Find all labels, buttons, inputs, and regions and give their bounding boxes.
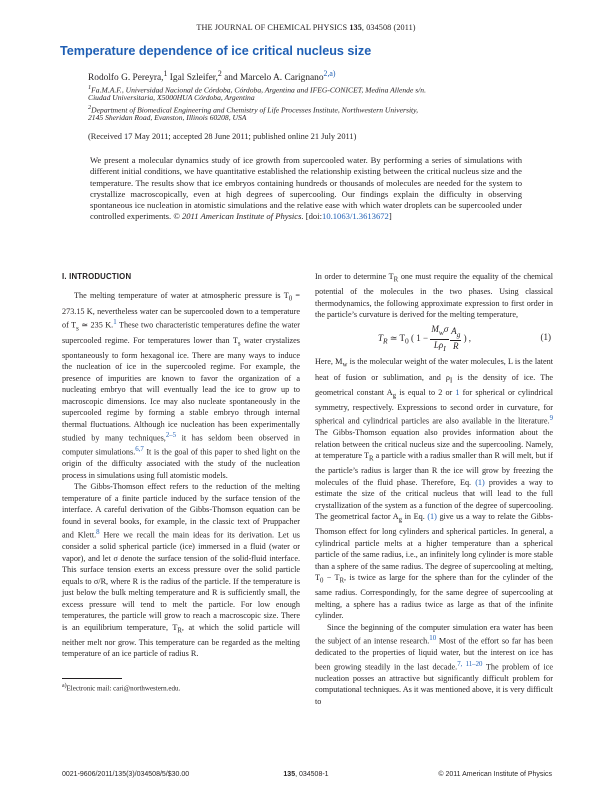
right-paragraph-1: In order to determine $T_R$ one must require the equality of the chemical potential of the molecules in the two phases. Using classical thermodynamics, the following approximate expression to first order in the particle’s curvature is derived for the melting temperature, <box>315 272 553 319</box>
citation-6-7[interactable]: 6,7 <box>135 446 144 454</box>
author-2-affil: 2 <box>217 69 222 78</box>
right-paragraph-2: Here, $M_w$ is the molecular weight of the water molecules, L is the latent heat of fusion or sublimation, and $\rho_I$ is the density of ice. The geometrical constant $A_g$ is equal to 2 or 1 for spherical or cylindrical symmetry, respectively. Expressions to second order in curvature, for spherical and cylindrical particles are also available in the literature.$^9$ The Gibbs-Thomson equation also provides information about the relation between the critical nucleus size and the supercooling. Namely, at temperature $T_R$ a particle with a radius smaller than R will melt, but if the particle’s radius is larger than R the ice will grow by freezing the molecules of the fluid phase. Therefore, Eq. (1) provides a way to estimate the size of the critical nucleus that will lead to the full crystallization of the system as a function of the degree of supercooling. The geometrical factor $A_g$ in Eq. (1) give us a way to relate the Gibbs-Thomson effect for long cylinders and spherical particles. In general, a cylindrical particle melts at a higher temperature than a spherical particle of the same radius, i.e., an infinitely long cylinder is more stable than a sphere of the same radius. The degree of supercooling at melting, $T_0 - T_R$, is twice as large for the sphere than for the cylinder of the same radius. Correspondingly, for the same degree of supercooling at melting, a sphere has a radius twice as large as that of the infinite cylinder. <box>315 357 554 621</box>
affiliation-1: $^1$Fa.M.A.F., Universidad Nacional de Córdoba, Córdoba, Argentina and IFEG-CONICET, Medina Allende s/n. <box>88 84 426 95</box>
gibbs-thomson-equation: $T_R$ ≃ $T_0$ ( 1 − $M_w\sigma$ $L\rho_I$ $\frac{A_g}{R}$ ) , <box>378 324 472 353</box>
citation-8[interactable]: 8 <box>96 529 100 537</box>
affiliation-2-cont: 2145 Sheridan Road, Evanston, Illinois 60208, USA <box>88 113 247 122</box>
doi-link[interactable]: 10.1063/1.3613672 <box>322 211 389 222</box>
footer-issn: 0021-9606/2011/135(3)/034508/5/$30.00 <box>62 771 190 778</box>
abstract-copyright: © 2011 American Institute of Physics. <box>171 211 304 222</box>
journal-header <box>0 23 612 32</box>
equation-ref-1[interactable]: (1) <box>475 477 485 487</box>
right-column <box>315 271 553 707</box>
footer-page-number: 135, 034508-1 <box>283 771 329 778</box>
right-paragraph-3: Since the beginning of the computer simulation era water has been the subject of an intense research.$^{10}$ Most of the effort so far has been dedicated to the properties of liquid water, but the interest on ice has been growing steadily in the last decade.$^{7, 11-20}$ The problem of ice nucleation posses an attractive but significantly difficult problem for computational techniques. As it was mentioned above, it is very difficult to <box>315 622 554 706</box>
journal-name: THE JOURNAL OF CHEMICAL PHYSICS <box>196 23 348 32</box>
abstract-text: We present a molecular dynamics study of ice growth from supercooled water. By performing a series of simulations with different initial conditions, we have quantitative established the relationship existing between the critical nucleus size and the temperature. The results show that ice embryos containing hundreds or thousands of molecules are needed for the system to crystallize macroscopically, even at high degrees of supercooling. Our findings explain the difficulty in observing spontaneous ice nucleation in atomistic simulations and the relative ease with which water droplets can be supercooled under controlled experiments. <box>90 155 522 222</box>
abstract: We present a molecular dynamics study of ice growth from supercooled water. By performing a series of simulations with different initial conditions, we have quantitative established the relationship existing between the critical nucleus size and the temperature. The results show that ice embryos containing hundreds or thousands of molecules are needed for the system to crystallize macroscopically, even at high degrees of supercooling. Our findings explain the difficulty in observing spontaneous ice nucleation in atomistic simulations and the relative ease with which water droplets can be supercooled under controlled experiments. © 2011 American Institute of Physics. [doi:10.1063/1.3613672] <box>90 155 522 222</box>
equation-number: (1) <box>540 332 551 343</box>
paper-title: Temperature dependence of ice critical nucleus size <box>60 44 372 58</box>
equation-ref-2[interactable]: (1) <box>427 512 437 522</box>
author-list <box>88 69 336 83</box>
article-number: , 034508 (2011) <box>361 23 416 32</box>
author-2: Igal Szleifer, <box>167 73 218 84</box>
author-1: Rodolfo G. Pereyra, <box>88 73 164 84</box>
citation-9[interactable]: 9 <box>549 415 553 423</box>
left-column <box>62 271 300 660</box>
footnote-divider <box>62 678 122 679</box>
section-heading-introduction: I. INTRODUCTION <box>62 272 132 281</box>
received-dates: (Received 17 May 2011; accepted 28 June 2011; published online 21 July 2011) <box>88 132 357 141</box>
footnote <box>62 683 180 692</box>
link-one[interactable]: 1 <box>455 387 460 397</box>
intro-paragraph-2: The Gibbs-Thomson effect refers to the reduction of the melting temperature of a finite particle induced by the surface tension of the interface. A careful derivation of the Gibbs-Thomson equation can be found in several books, for example, in the classic text of Pruppacher and Klett.$^8$ Here we recall the main ideas for its derivation. Let us consider a solid spherical particle (ice) immersed in a fluid (water or vapor), and let σ denote the surface tension of the solid-fluid interface. This surface tension exerts an excess pressure over the solid particle equals to σ/R, where R is the radius of the particle. If the temperature is just below the bulk melting temperature and R is sufficiently small, the excess pressure will tend to melt the particle. For low enough temperatures, the particle will grow to reach a macroscopic size. There is an equilibrium temperature, $T_R$, at which the solid particle will neither melt nor grow. This temperature can be regarded as the melting temperature of an ice particle of radius R. <box>62 482 300 659</box>
intro-paragraph-1: The melting temperature of water at atmospheric pressure is $T_0 = 273.15$ K, nevertheless water can be supercooled down to a temperature of $T_s$ ≃ 235 K.$^1$ These two characteristic temperatures define the water supercooled regime. For temperatures lower than $T_s$ water crystalizes spontaneously to form hexagonal ice. There are many ways to induce the nucleation of ice in the supercooled regime. For example, the presence of impurities are known to favor the organization of a nucleating embryo that will eventually lead the ice to grow up to macroscopic dimensions. Ice may also nucleate spontaneously in the supercooled regime by forming a stable embryo through internal thermal fluctuations. Although ice nucleation has been experimentally studied by many techniques,$^{2-5}$ it has seldom been observed in computer simulations.$^{6,7}$ It is the goal of this paper to shed light on the origin of the difficulty associated with the study of the nucleation process in simulations using full atomistic models. <box>62 291 301 480</box>
citation-1[interactable]: 1 <box>113 319 117 326</box>
citation-10[interactable]: 10 <box>429 635 437 642</box>
footnote-mark: a) <box>62 683 67 689</box>
citation-7-11-20[interactable]: 7, 11–20 <box>457 660 483 668</box>
footnote-text: Electronic mail: cari@northwestern.edu. <box>66 684 181 693</box>
author-3-affil[interactable]: 2,a) <box>323 69 336 78</box>
journal-volume: 135 <box>349 23 362 32</box>
footer-copyright: © 2011 American Institute of Physics <box>438 771 552 778</box>
author-1-affil: 1 <box>163 69 168 78</box>
author-3: and Marcelo A. Carignano <box>221 73 324 84</box>
affiliation-1-cont: Ciudad Universitaria, X5000HUA Córdoba, Argentina <box>88 93 255 102</box>
affiliation-2: $^2$Department of Biomedical Engineering and Chemistry of Life Processes Institute, Northwestern University, <box>88 104 419 115</box>
equation-1 <box>315 320 553 356</box>
citation-2-5[interactable]: 2–5 <box>165 432 177 440</box>
